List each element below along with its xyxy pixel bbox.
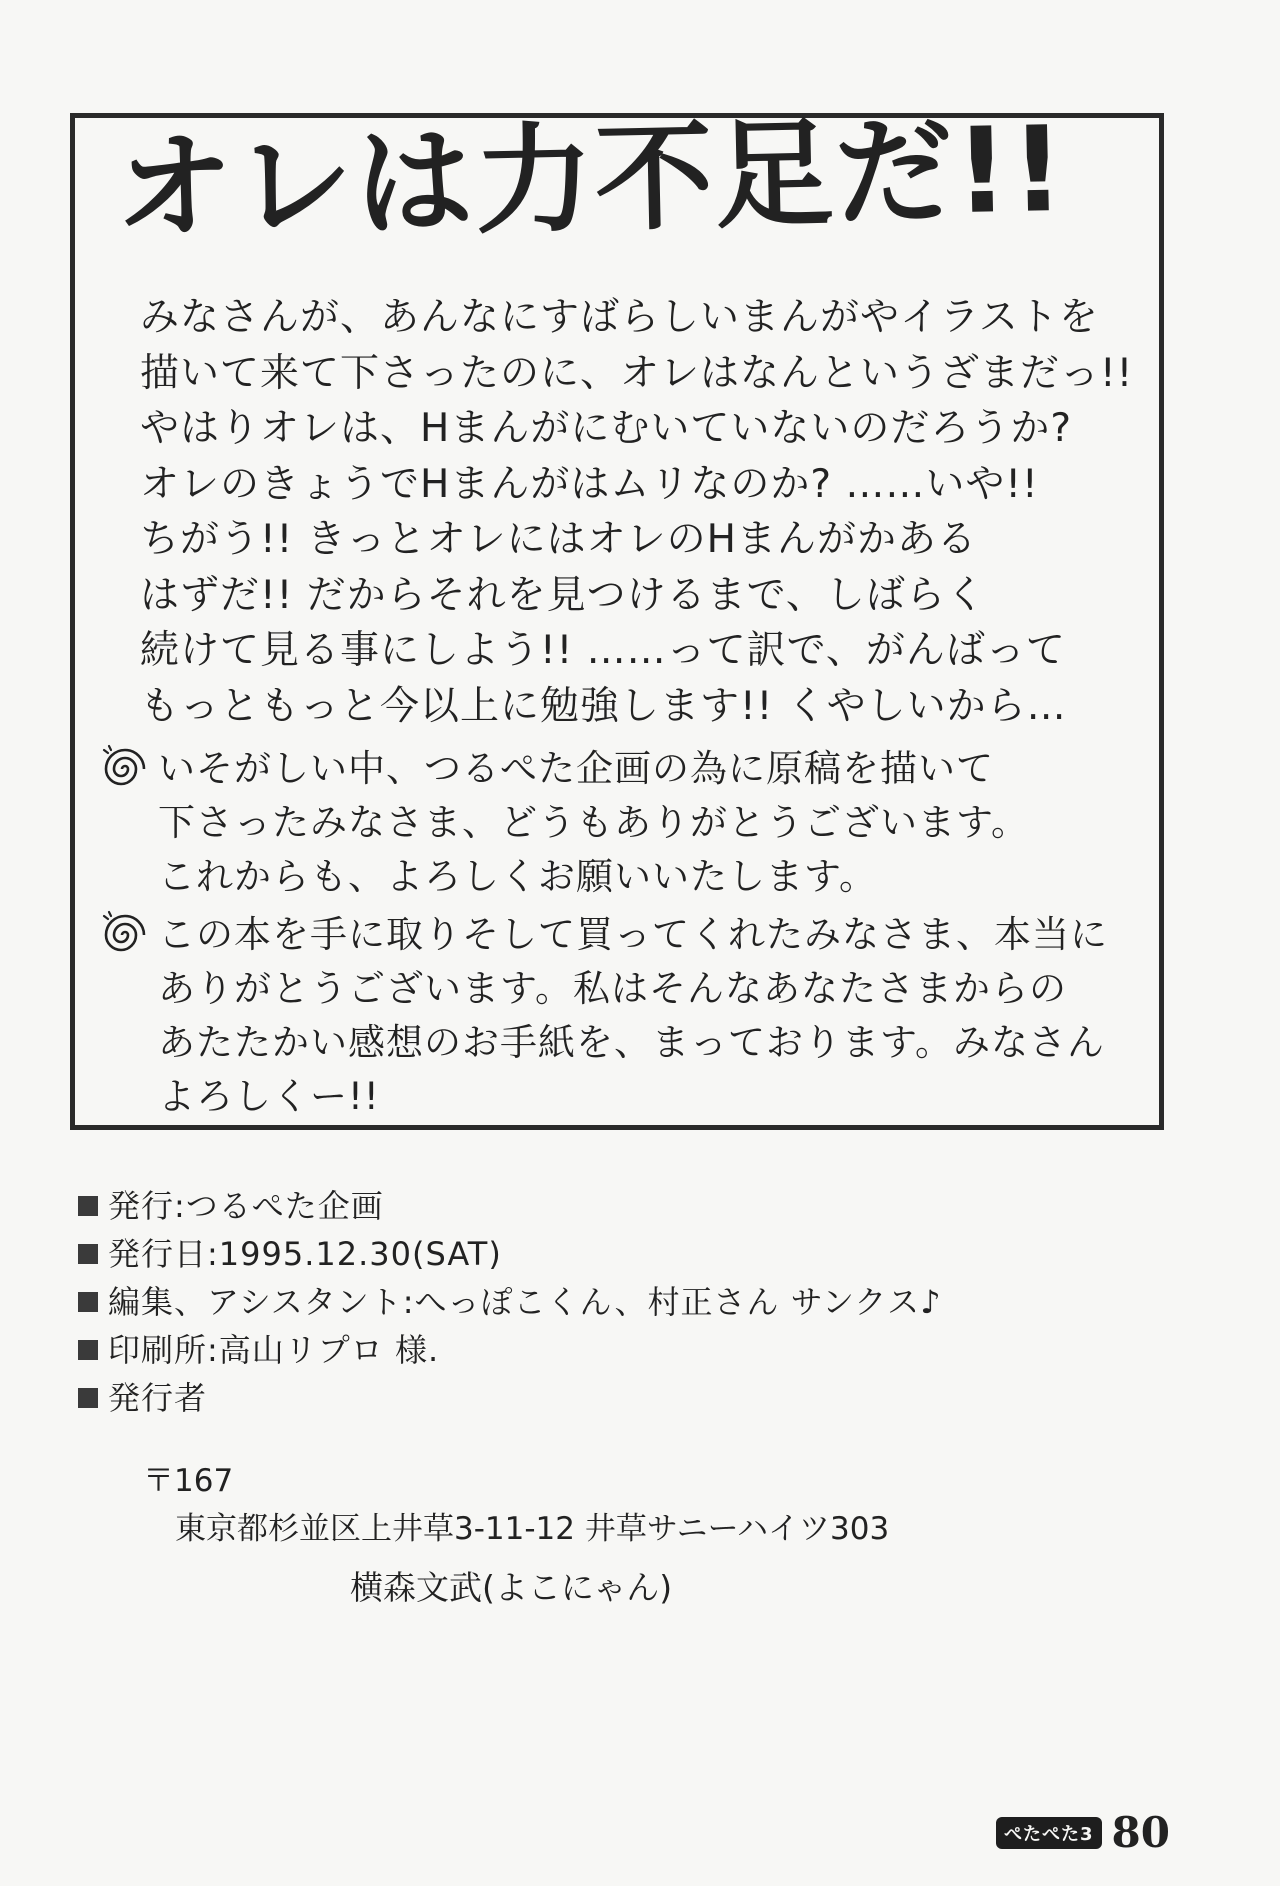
colophon [78, 1183, 978, 1423]
spiral-mark-icon [100, 910, 150, 960]
square-bullet-icon [78, 1244, 98, 1264]
message-line: 続けて見る事にしよう!! ……って訳で、がんばって [140, 628, 1066, 673]
page-title: オレは力不足だ!! [113, 99, 1068, 258]
main-message [140, 290, 1134, 734]
colophon-editing: 編集、アシスタント:へっぽこくん、村正さん サンクス♪ [78, 1279, 978, 1327]
message-line: もっともっと今以上に勉強します!! くやしいから… [140, 683, 1067, 729]
page-footer [996, 1808, 1170, 1857]
square-bullet-icon [78, 1388, 98, 1408]
publisher-address: 東京都杉並区上井草3-11-12 井草サニーハイツ303 [175, 1511, 890, 1547]
colophon-date: 発行日:1995.12.30(SAT) [78, 1231, 978, 1279]
colophon-publisher: 発行者 [78, 1375, 978, 1423]
colophon-issuer: 発行:つるぺた企画 [78, 1183, 978, 1231]
note-line: これからも、よろしくお願いいたします。 [158, 855, 878, 898]
square-bullet-icon [78, 1196, 98, 1216]
message-line: みなさんが、あんなにすばらしいまんがやイラストを [140, 295, 1099, 340]
message-line: ちがう!! きっとオレにはオレのHまんがかある [140, 517, 977, 562]
thanks-note-readers [100, 908, 1108, 1124]
note-line: よろしくー!! [158, 1075, 380, 1118]
note-line: ありがとうございます。私はそんなあなたさまからの [158, 967, 1068, 1010]
colophon-printer: 印刷所:高山リプロ 様. [78, 1327, 978, 1375]
message-line: はずだ!! だからそれを見つけるまで、しばらく [140, 572, 986, 618]
note-line: いそがしい中、つるぺた企画の為に原稿を描いて [158, 747, 994, 790]
spiral-mark-icon [100, 744, 150, 794]
publisher-name: 横森文武(よこにゃん) [350, 1568, 673, 1607]
note-line: あたたかい感想のお手紙を、まっております。みなさん [158, 1021, 1106, 1064]
square-bullet-icon [78, 1292, 98, 1312]
postal-code: 〒167 [143, 1463, 234, 1499]
note-line: この本を手に取りそして買ってくれたみなさま、本当に [158, 913, 1108, 956]
page-number: 80 [1111, 1808, 1170, 1857]
series-badge: ぺたぺた3 [996, 1817, 1102, 1849]
thanks-note-contributors [100, 742, 1030, 904]
note-line: 下さったみなさま、どうもありがとうございます。 [158, 801, 1030, 844]
message-line: オレのきょうでHまんがはムリなのか? ……いや!! [140, 461, 1039, 507]
square-bullet-icon [78, 1340, 98, 1360]
message-line: やはりオレは、Hまんがにむいていないのだろうか? [140, 406, 1073, 451]
message-line: 描いて来て下さったのに、オレはなんというざまだっ!! [140, 350, 1134, 396]
